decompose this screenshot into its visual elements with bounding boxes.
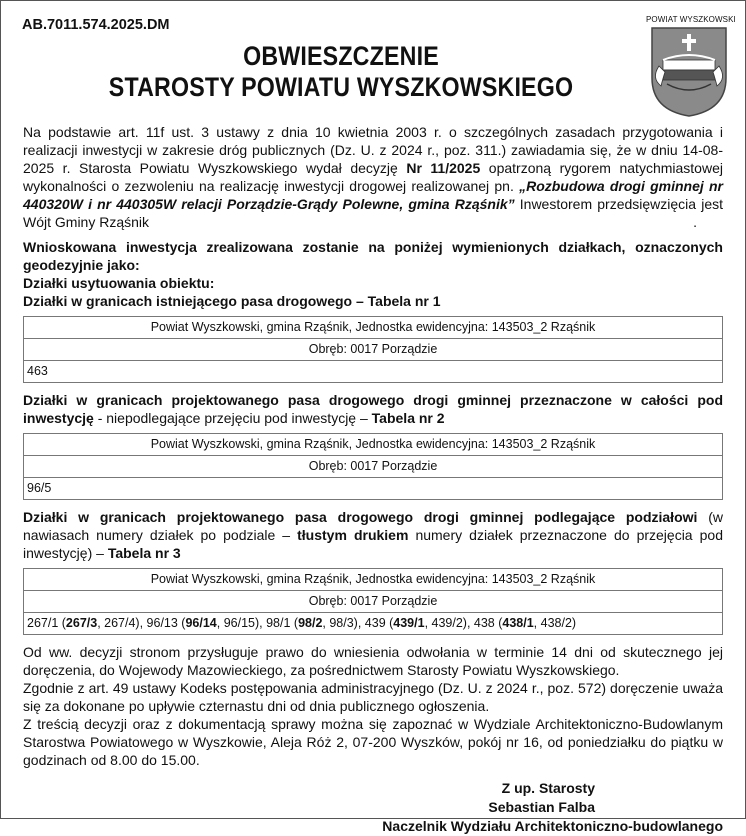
shield-icon [649,26,729,118]
table-row: 267/1 (267/3, 267/4), 96/13 (96/14, 96/15), 98/1 (98/2, 98/3), 439 (439/1, 439/2), 438 (438/1, 438/2) [27,616,577,630]
parcels-subheading: Działki usytuowania obiektu: [23,275,215,291]
intro-paragraph: Na podstawie art. 11f ust. 3 ustawy z dnia 10 kwietnia 2003 r. o szczególnych zasadach przygotowania i realizacji inwestycji w zakresie dróg publicznych (Dz. U. z 2024 r., poz. 311.) zawiadamia się, że w dniu 14-08-2025 r. Starosta Powiatu Wyszkowskiego wydał decyzję Nr 11/2025 opatrzoną rygorem natychmiastowej wykonalności o zezwoleniu na realizację inwestycji drogowej realizowanej pn. „Rozbudowa drogi gminnej nr 440320W i nr 440305W relacji Porządzie-Grądy Polewne, gmina Rząśnik” Inwestorem przedsięwzięcia jest Wójt Gminy Rząśnik . [23,124,724,230]
project-name: „Rozbudowa drogi gminnej nr 440320W i nr 440305W relacji Porządzie-Grądy Polewne, gmina Rząśnik” [23,178,723,212]
reference-number: AB.7011.574.2025.DM [22,17,170,33]
notice-body [23,123,723,836]
documentation-paragraph: Z treścią decyzji oraz z dokumentacją sprawy można się zapoznać w Wydziale Architektoniczno-Budowlanym Starostwa Powiatowego w Wyszkowie, Aleja Róż 2, 07-200 Wyszków, pokój nr 16, od poniedziałku do piątku w godzinach od 8.00 do 15.00. [23,716,723,768]
signature-title: Naczelnik Wydziału Architektoniczno-budowlanego [382,818,723,834]
title-line-1: OBWIESZCZENIE [243,41,439,71]
title-line-2: STAROSTY POWIATU WYSZKOWSKIEGO [108,72,574,102]
table2-caption: Działki w granicach projektowanego pasa drogowego drogi gminnej przeznaczone w całości pod inwestycję - niepodlegające przejęciu pod inwestycję – Tabela nr 2 [23,392,723,426]
page-title [83,41,599,103]
signature-line-1: Z up. Starosty [501,780,595,796]
table-row: Obręb: 0017 Porządzie [24,339,722,361]
crest-caption: POWIAT WYSZKOWSKI [646,15,736,24]
table1-caption: Działki w granicach istniejącego pasa drogowego – Tabela nr 1 [23,293,441,309]
signature-name: Sebastian Falba [488,799,595,815]
parcels-heading: Wnioskowana inwestycja zrealizowana zostanie na poniżej wymienionych działkach, oznaczonych geodezyjnie jako: [23,239,723,273]
decision-number: Nr 11/2025 [406,160,481,176]
table-row: Powiat Wyszkowski, gmina Rząśnik, Jednostka ewidencyjna: 143503_2 Rząśnik [24,434,722,456]
table-2 [23,433,723,500]
table-row: Obręb: 0017 Porządzie [24,456,722,478]
table3-caption: Działki w granicach projektowanego pasa drogowego drogi gminnej podlegające podziałowi (w nawiasach numery działek po podziale – tłustym drukiem numery działek przeznaczone do przejęcia pod inwestycję) – Tabela nr 3 [23,509,723,561]
table-1 [23,316,723,383]
appeal-paragraph: Od ww. decyzji stronom przysługuje prawo do wniesienia odwołania w terminie 14 dni od skutecznego jej doręczenia, do Wojewody Mazowieckiego, za pośrednictwem Starosty Powiatu Wyszkowskiego. [23,644,723,678]
table-row: Powiat Wyszkowski, gmina Rząśnik, Jednostka ewidencyjna: 143503_2 Rząśnik [24,569,722,591]
coat-of-arms [646,15,736,118]
table-row: Powiat Wyszkowski, gmina Rząśnik, Jednostka ewidencyjna: 143503_2 Rząśnik [24,317,722,339]
table-row: 463 [27,364,48,378]
table-row: Obręb: 0017 Porządzie [24,591,722,613]
table-3 [23,568,723,635]
delivery-paragraph: Zgodnie z art. 49 ustawy Kodeks postępowania administracyjnego (Dz. U. z 2024 r., poz. 572) doręczenie uważa się za dokonane po upływie czternastu dni od dnia publicznego ogłoszenia. [23,680,723,714]
table-row: 96/5 [27,481,52,495]
signature-block [23,779,723,836]
